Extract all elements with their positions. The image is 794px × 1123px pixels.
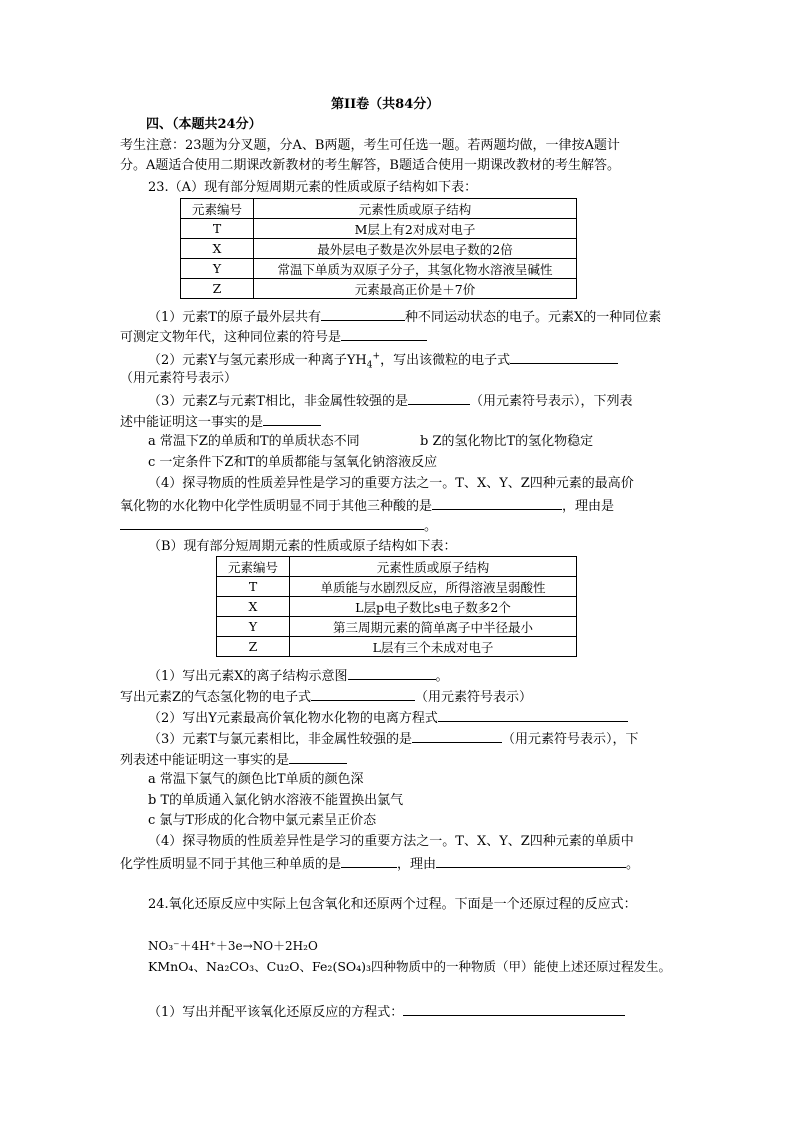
notice-line-1: 考生注意：23题为分叉题，分A、B两题，考生可任选一题。若两题均做，一律按A题计 <box>120 138 620 153</box>
table-header-row <box>217 557 577 577</box>
q24-q1-line: （1）写出并配平该氧化还原反应的方程式： <box>148 1002 625 1022</box>
q23b-option-a: a 常温下氯气的颜色比T单质的颜色深 <box>148 772 364 787</box>
q23a-q4-line-2: 氧化物的水化物中化学性质明显不同于其他三种酸的是 ，理由是 <box>120 496 614 516</box>
table-header: 元素编号 <box>217 557 290 577</box>
table-cell: X <box>217 597 290 617</box>
table-cell: 常温下单质为双原子分子，其氢化物水溶液呈碱性 <box>254 259 577 279</box>
table-row <box>181 239 577 259</box>
q23b-q3-line-2: 列表述中能证明这一事实的是 <box>120 750 347 770</box>
answer-blank[interactable] <box>321 307 405 321</box>
q23a-q4-line: （4）探寻物质的性质差异性是学习的重要方法之一。T、X、Y、Z四种元素的最高价 <box>148 476 634 491</box>
table-row <box>181 259 577 279</box>
q23b-option-b: b T的单质通入氯化钠水溶液不能置换出氯气 <box>148 793 404 808</box>
table-header: 元素性质或原子结构 <box>254 199 577 219</box>
answer-blank[interactable] <box>341 854 397 868</box>
table-row <box>181 219 577 239</box>
q23a-option-a: a 常温下Z的单质和T的单质状态不同 <box>148 434 360 449</box>
table-cell: 元素最高正价是＋7价 <box>254 279 577 299</box>
q24-equation: NO₃⁻＋4H⁺＋3e→NO＋2H₂O <box>148 939 318 953</box>
q23a-q4-line-3: 。 <box>120 516 437 536</box>
q23a-option-b: b Z的氢化物比T的氢化物稳定 <box>420 434 594 449</box>
answer-blank[interactable] <box>510 350 618 364</box>
table-cell: Y <box>217 617 290 637</box>
answer-blank[interactable] <box>436 854 626 868</box>
notice-line-2: 分。A题适合使用二期课改新教材的考生解答，B题适合使用一期课改教材的考生解答。 <box>120 158 620 173</box>
q23b-intro: （B）现有部分短周期元素的性质或原子结构如下表： <box>148 539 457 554</box>
answer-blank[interactable] <box>408 391 470 405</box>
part-title: 四、（本题共24分） <box>146 117 262 132</box>
table-row <box>217 597 577 617</box>
table-cell: Z <box>181 279 254 299</box>
q23a-intro: 23.（A）现有部分短周期元素的性质或原子结构如下表： <box>148 180 478 195</box>
q23a-q1-line-2: 可测定文物年代，这种同位素的符号是 <box>120 327 427 347</box>
q23a-q2-line-2: （用元素符号表示） <box>120 371 238 386</box>
answer-blank[interactable] <box>311 687 415 701</box>
q23b-q4-line-2: 化学性质明显不同于其他三种单质的是 ，理由 。 <box>120 854 639 874</box>
q23b-q3-line: （3）元素T与氯元素相比，非金属性较强的是 （用元素符号表示），下 <box>148 729 638 749</box>
table-cell: Z <box>217 637 290 657</box>
table-cell: Y <box>181 259 254 279</box>
table-cell: 第三周期元素的简单离子中半径最小 <box>290 617 577 637</box>
table-cell: L层p电子数比s电子数多2个 <box>290 597 577 617</box>
table-row <box>217 617 577 637</box>
table-cell: L层有三个未成对电子 <box>290 637 577 657</box>
table-header: 元素编号 <box>181 199 254 219</box>
q23a-q3-line: （3）元素Z与元素T相比，非金属性较强的是 （用元素符号表示），下列表 <box>148 391 633 411</box>
answer-blank[interactable] <box>263 412 321 426</box>
q23a-q2-line: （2）元素Y与氢元素形成一种离子$YH_4^+$，写出该微粒的电子式 <box>148 350 618 370</box>
table-row <box>181 279 577 299</box>
q23b-q1-line: （1）写出元素X的离子结构示意图 。 <box>148 666 449 686</box>
q23a-q3-line-2: 述中能证明这一事实的是 <box>120 412 321 432</box>
q23b-table <box>216 556 577 657</box>
table-cell: 最外层电子数是次外层电子数的2倍 <box>254 239 577 259</box>
table-row <box>217 637 577 657</box>
table-cell: M层上有2对成对电子 <box>254 219 577 239</box>
table-cell: 单质能与水剧烈反应，所得溶液呈弱酸性 <box>290 577 577 597</box>
section-title: 第II卷（共84分） <box>331 97 440 112</box>
q23b-q1-line-2: 写出元素Z的气态氢化物的电子式 （用元素符号表示） <box>120 687 532 707</box>
table-row <box>217 577 577 597</box>
q23a-table <box>180 198 577 299</box>
q23a-option-c: c 一定条件下Z和T的单质都能与氢氧化钠溶液反应 <box>148 455 438 470</box>
answer-blank[interactable] <box>403 1002 625 1016</box>
answer-blank[interactable] <box>289 750 347 764</box>
q24-intro: 24.氧化还原反应中实际上包含氧化和还原两个过程。下面是一个还原过程的反应式： <box>148 897 637 912</box>
q23b-q4-line: （4）探寻物质的性质差异性是学习的重要方法之一。T、X、Y、Z四种元素的单质中 <box>148 834 634 849</box>
table-header: 元素性质或原子结构 <box>290 557 577 577</box>
table-cell: X <box>181 239 254 259</box>
answer-blank[interactable] <box>120 516 424 530</box>
table-cell: T <box>217 577 290 597</box>
q23a-q1-line: （1）元素T的原子最外层共有 种不同运动状态的电子。元素X的一种同位素 <box>148 307 661 327</box>
table-header-row <box>181 199 577 219</box>
table-cell: T <box>181 219 254 239</box>
answer-blank[interactable] <box>341 327 427 341</box>
answer-blank[interactable] <box>438 708 628 722</box>
answer-blank[interactable] <box>412 729 502 743</box>
q23b-q2-line: （2）写出Y元素最高价氧化物水化物的电离方程式 <box>148 708 628 728</box>
answer-blank[interactable] <box>432 496 562 510</box>
answer-blank[interactable] <box>348 666 436 680</box>
q23b-option-c: c 氯与T形成的化合物中氯元素呈正价态 <box>148 813 377 828</box>
q24-substances: KMnO₄、Na₂CO₃、Cu₂O、Fe₂(SO₄)₃四种物质中的一种物质（甲）能使上述还原过程发生。 <box>148 959 672 974</box>
